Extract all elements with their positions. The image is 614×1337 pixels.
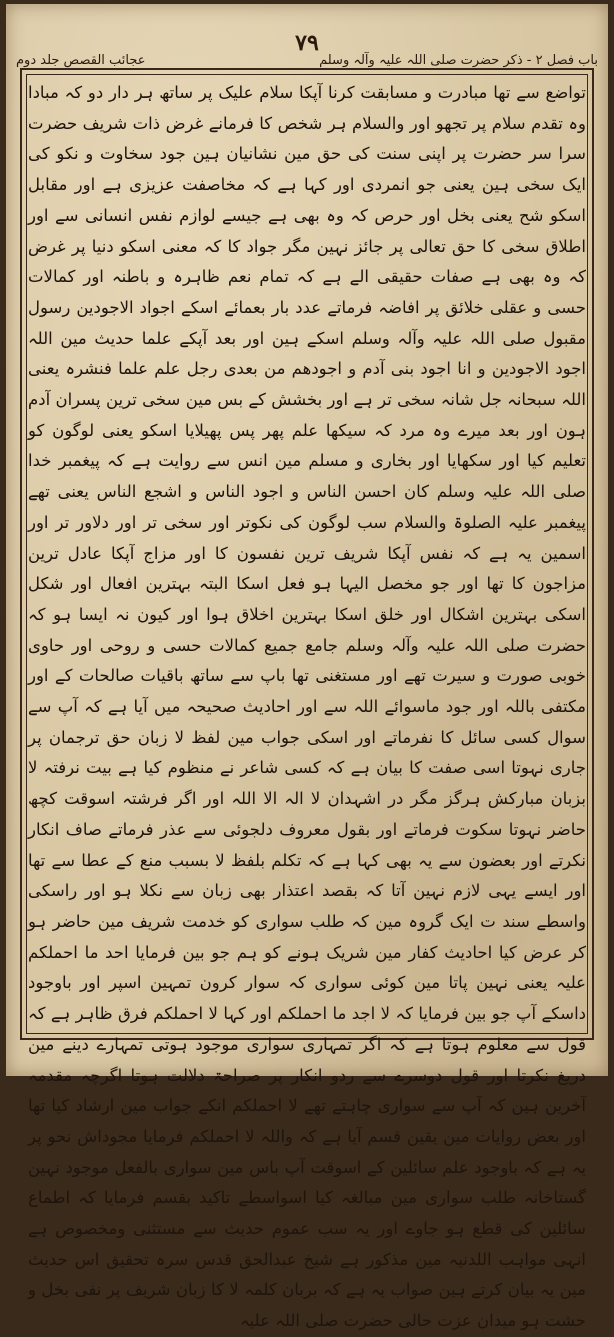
page-number: ۷۹ <box>295 30 319 56</box>
body-text: تواضع سے تھا مبادرت و مسابقت کرنا آپکا سلام علیک پر ساتھ ہر دار دو کہ مبادا وہ تقدم سلام پر تجھو اور والسلام ہر شخص کا فرمانے غرض ذات شریف حضرت سرا سر حضرت پر اپنی سنت کی حق مین نشانیان ہین جود سخاوت و نکو کی ایک سخی ہین یعنی جو انمردی اور کہا ہے کہ مخاصفت عزیزی ہے اور مقابل اسکو شح یعنی بخل اور حرص کہ وہ بھی ہے جیسے لوازم نفس انسانی سے اور اطلاق سخی کا حق تعالی پر جائز نہین مگر جواد کا کہ معنی اسکو دنیا پر غرض کہ وہ بھی ہے صفات حقیقی الے ہے کہ تمام نعم ظاہرہ و باطنہ اور کمالات حسی و عقلی خلائق پر افاضہ فرماتے عدد بار بعمائے اسکے اجواد الاجودین رسول مقبول صلی اللہ علیہ وآلہ وسلم اسکے ہین اور بعد آپکے علما حدیث مین اللہ اجود الاجودین و انا اجود بنی آدم و اجودهم من بعدی رجل علم علما فنشرہ یعنی اللہ سبحانہ جل شانہ سخی تر ہے اور بخشش کے بس مین سخی ترین پسران آدم ہون اور بعد میرے وہ مرد کہ سیکھا علم پھر پس پھیلایا اسکو یعنی لوگون کو تعلیم کیا اور سکھایا اور بخاری و مسلم مین انس سے روایت ہے کہ پیغمبر خدا صلی اللہ علیہ وسلم کان احسن الناس و اجود الناس و اشجع الناس یعنی تھے پیغمبر علیہ الصلوۃ والسلام سب لوگون کی نکوتر اور سخی تر اور دلاور تر اور اسمین یہ ہے کہ نفس آپکا شریف ترین نفسون کا اور مزاج آپکا عادل ترین مزاجون کا تھا اور جو مخصل الیہا ہو فعل اسکا البتہ بہترین افعال اور شکل اسکی بہترین اشکال اور خلق اسکا بہترین اخلاق ہوا اور کیون نہ ایسا ہو کہ حضرت صلی اللہ علیہ وآلہ وسلم جامع جمیع کمالات حسی و روحی اور حاوی خوبی صورت و سیرت تھے اور مستغنی تھا باپ سے ساتھ باقیات صالحات کے اور مکتفی باللہ اور جود ماسوائے اللہ سے اور احادیث صحیحہ میں آیا ہے کہ آپ سے سوال کسی سائل کا نفرماتے اور اسکی جواب مین لفظ لا زبان حق ترجمان پر جاری نہوتا اسی صفت کا بیان ہے کہ کسی شاعر نے منظوم کیا ہے بیت نرفتہ لا بزبان مبارکش ہرگز مگر در اشہدان لا الہ الا اللہ اور اگر فرشتہ اسوقت کچھ حاضر نہوتا سکوت فرماتے اور بقول معروف دلجوئی سے عذر فرماتے صاف انکار نکرتے اور بعضون سے یہ بھی کہا ہے کہ تکلم بلفظ لا بسبب منع کے عطا سے تھا اور ایسے یہی لازم نہین آتا کہ بقصد اعتذار بھی زبان سے نکلا ہو اور راسکی واسطے سند ت ایک گروہ مین کہ طلب سواری کو خدمت شریف مین حاضر ہو کر عرض کیا احادیث کفار مین شریک ہونے کو ہم جو بین فرمایا احد ما احملکم علیہ یعنی نہین پاتا مین کوئی سواری کہ سوار کرون تمہین اسپر اور باوجود داسکے آپ جو بین فرمایا کہ لا اجد ما احملکم اور کہا لا احملکم فرق ظاہر ہے کہ قول سے معلوم ہوتا ہے کہ اگر تمہاری سواری موجود ہوتی تمہارے دینے مین دریغ نکرتا اور قول دوسرے سے ردو انکار پر صراحۃ دلالت ہوتا اگرچہ مقدمہ آخرین ہین کہ آپ سے سواری چاہتے تھے لا احملکم انکے جواب مین ارشاد کیا تھا اور بعض روایات مین یقین قسم آیا ہے کہ واللہ لا احملکم فرمایا مجوداش نحو پر یہ ہے کہ باوجود علم سائلین کے اسوقت آپ باس مین سواری بالفعل موجود نہین گستاخانہ طلب سواری مین مبالغہ کیا اسواسطے تاکید بقسم فرمایا کہ اطماع سائلین کی قطع ہو جاوے اور یہ سب عموم حدیث سے مستثنی ومخصوص ہے انہی مواہب اللدنیہ مین مذکور ہے شیخ عبدالحق قدس سرہ تحقیق اس حدیث مین یہ بیان کرتے ہین صواب یہ ہے کہ بربان کلمہ لا کا زبان شریف پر نفی بخل و حشت ہو میدان عزت حالی حضرت صلی اللہ علیہ <box>28 83 586 1331</box>
chapter-heading: باب فصل ۲ - ذکر حضرت صلی اللہ علیہ وآلہ وسلم <box>319 53 598 68</box>
manuscript-page <box>6 4 608 1331</box>
body-text-block <box>28 78 586 1331</box>
book-title: عجائب القصص جلد دوم <box>16 53 146 68</box>
page-header <box>16 26 598 68</box>
